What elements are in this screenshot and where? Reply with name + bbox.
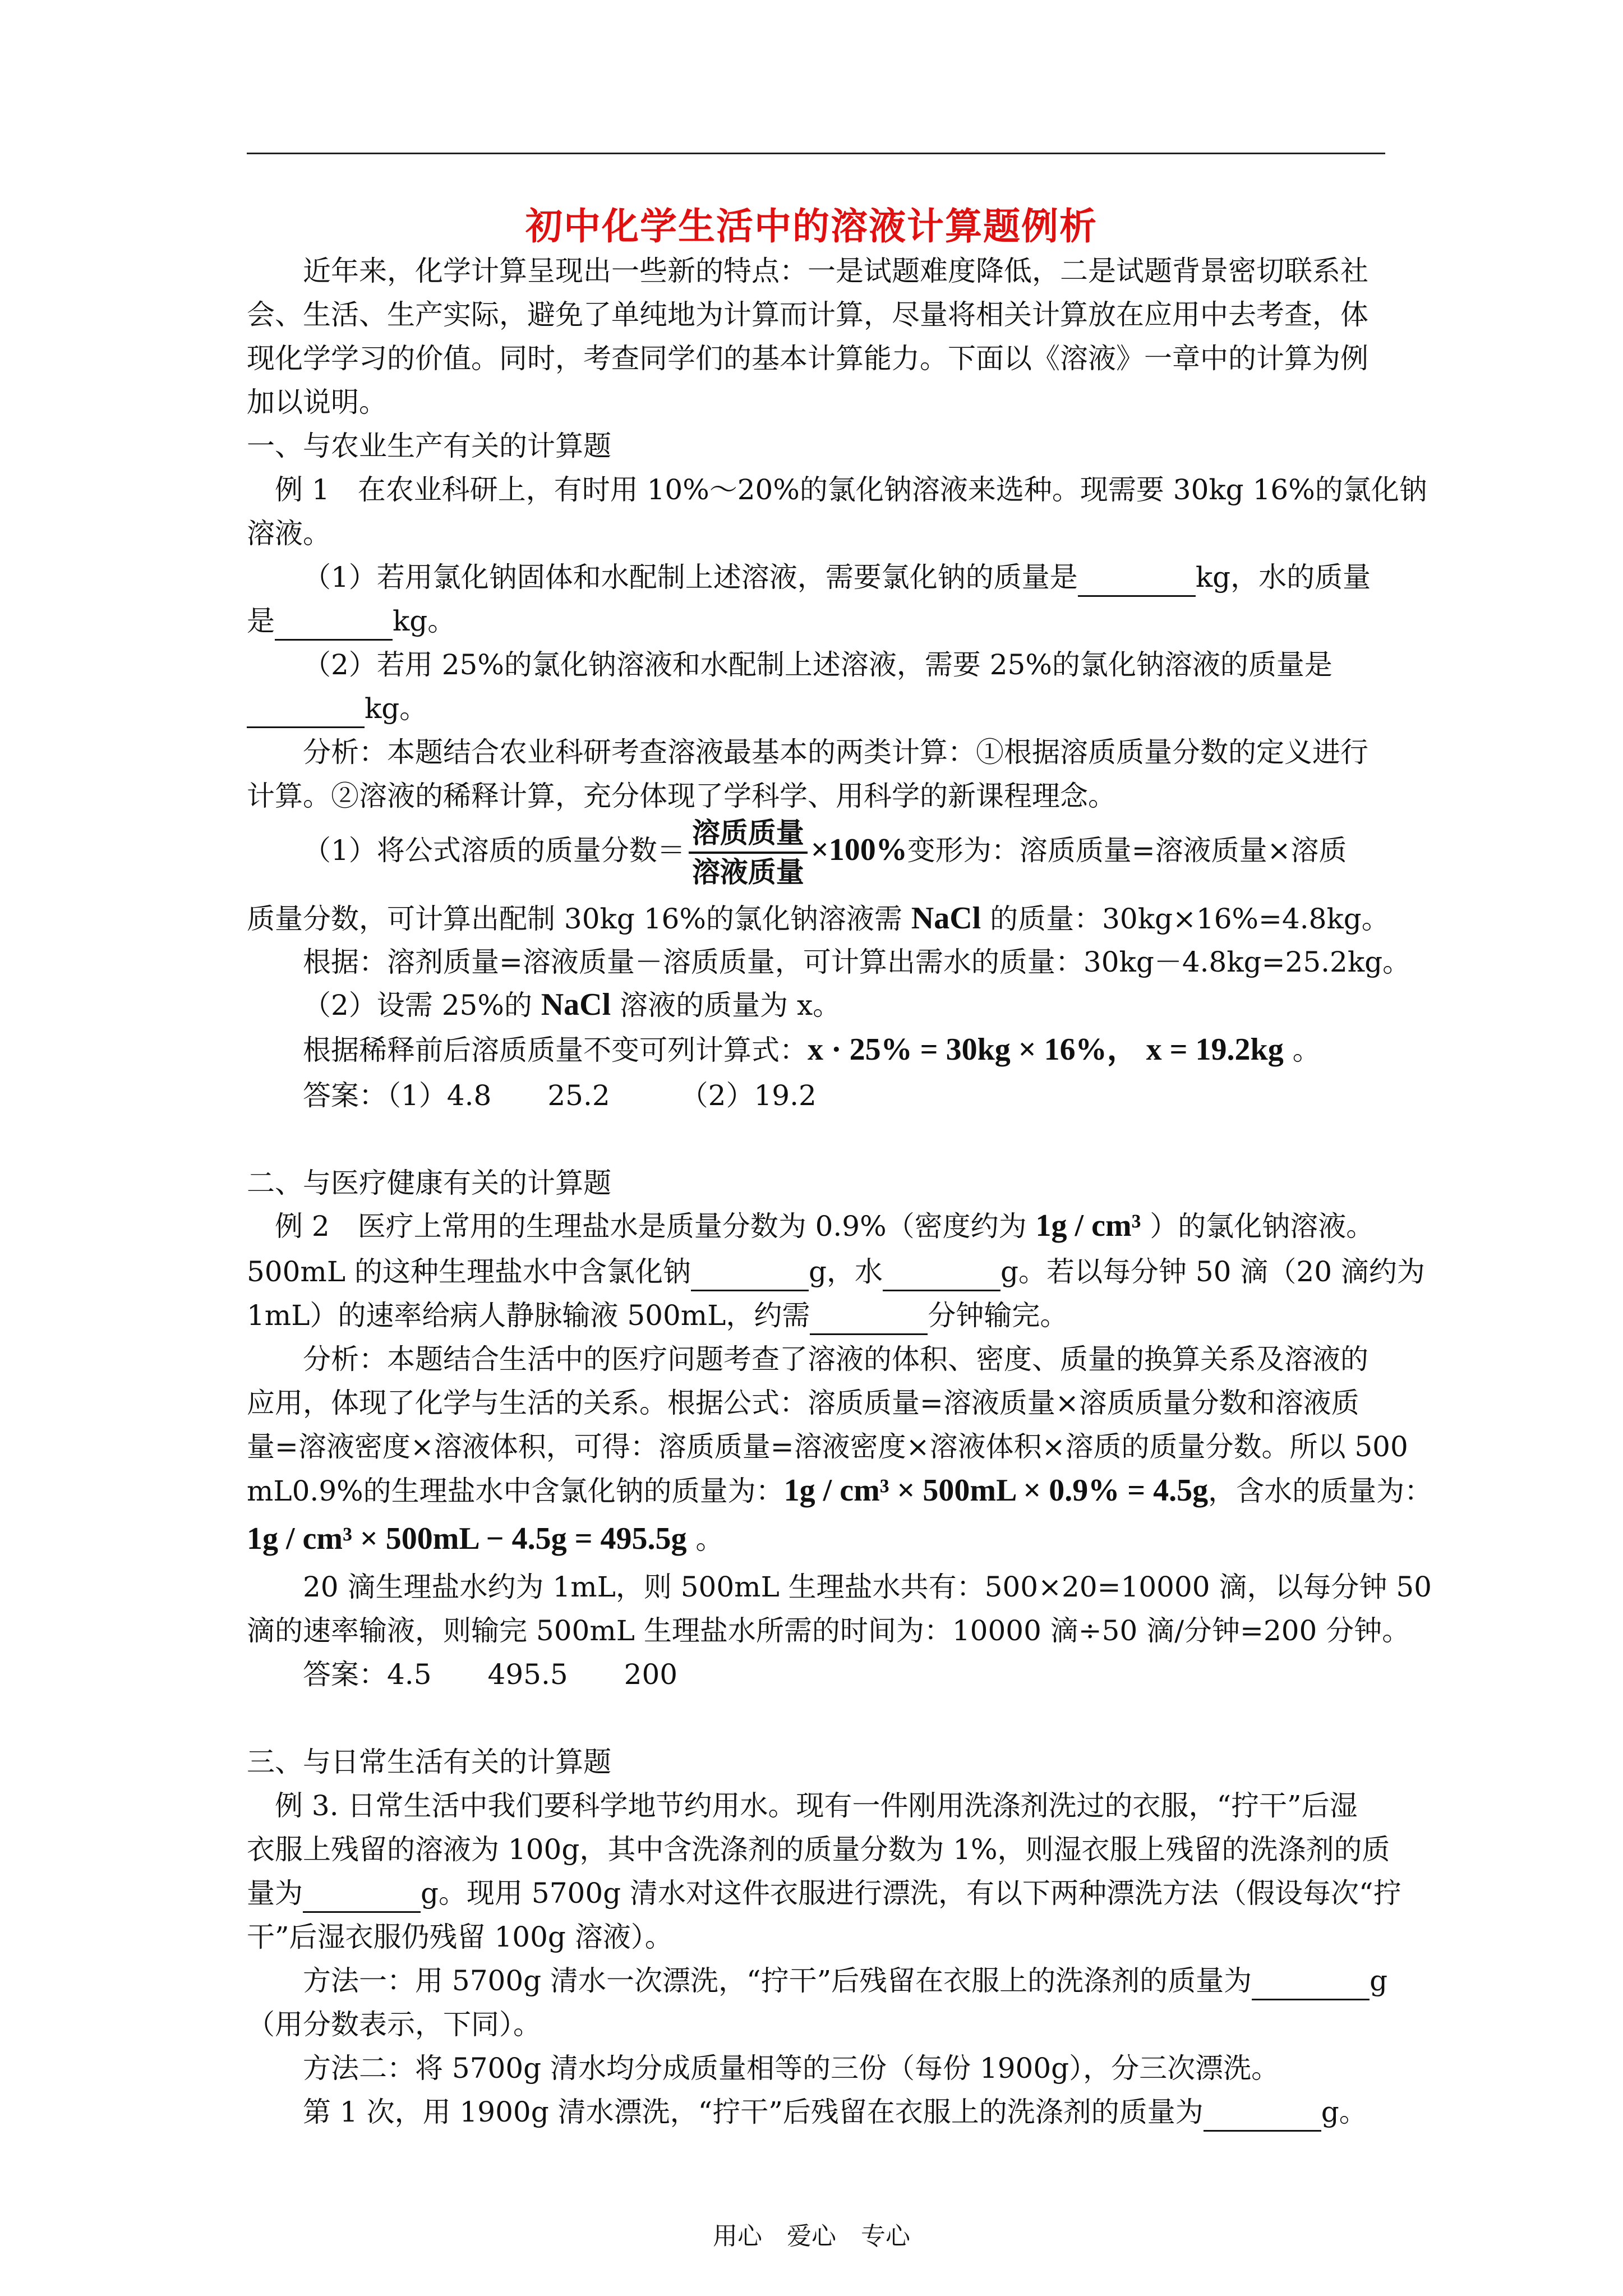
example-text: 500mL 的这种生理盐水中含氯化钠 <box>247 1255 691 1288</box>
analysis-text: 质量分数，可计算出配制 30kg 16%的氯化钠溶液需 <box>247 903 911 935</box>
question-text: kg，水的质量 <box>1195 561 1371 593</box>
example-text: 例 2 医疗上常用的生理盐水是质量分数为 0.9%（密度约为 <box>275 1210 1036 1243</box>
question-text: （1）若用氯化钠固体和水配制上述溶液，需要氯化钠的质量是 <box>303 561 1078 593</box>
analysis-text: 根据：溶剂质量=溶液质量－溶质质量，可计算出需水的质量：30kg－4.8kg=25.2kg。 <box>303 946 1411 978</box>
question-text: （2）若用 25%的氯化钠溶液和水配制上述溶液，需要 25%的氯化钠溶液的质量是 <box>303 648 1332 681</box>
analysis-text: 分析：本题结合生活中的医疗问题考查了溶液的体积、密度、质量的换算关系及溶液的 <box>303 1343 1368 1375</box>
question-line <box>247 689 1385 728</box>
answer-blank[interactable] <box>247 697 365 728</box>
formula-nacl: NaCl <box>541 987 611 1022</box>
answer-blank[interactable] <box>1204 2101 1321 2132</box>
formula-text: （1）将公式溶质的质量分数＝ <box>303 834 685 867</box>
math-equation: 1g / cm³ × 500mL − 4.5g = 495.5g <box>247 1521 687 1556</box>
question-line <box>247 601 1385 641</box>
formula-multiplier: ×100% <box>810 832 907 867</box>
math-density: 1g / cm³ <box>1035 1208 1141 1243</box>
example-text: 1mL）的速率给病人静脉输液 500mL，约需 <box>247 1299 810 1332</box>
question-text: kg。 <box>365 692 428 725</box>
fraction <box>689 815 808 891</box>
analysis-text: 分析：本题结合农业科研考查溶液最基本的两类计算：①根据溶质质量分数的定义进行 <box>303 736 1368 769</box>
analysis-text: 溶液的质量为 x。 <box>611 989 841 1022</box>
analysis-text: 计算。②溶液的稀释计算，充分体现了学科学、用科学的新课程理念。 <box>247 780 1116 812</box>
method-text: 方法一：用 5700g 清水一次漂洗，“拧干”后残留在衣服上的洗涤剂的质量为 <box>303 1964 1252 1997</box>
answer-blank[interactable] <box>303 1882 421 1913</box>
formula-text: 变形为：溶质质量=溶液质量×溶质 <box>907 834 1347 867</box>
answer-blank[interactable] <box>275 610 393 641</box>
header-rule <box>247 153 1385 154</box>
answer-blank[interactable] <box>810 1304 928 1335</box>
method-text: 方法二：将 5700g 清水均分成质量相等的三份（每份 1900g），分三次漂洗。 <box>303 2052 1280 2085</box>
question-text: 是 <box>247 605 275 637</box>
answer-blank[interactable] <box>1078 566 1196 597</box>
formula-line <box>303 813 1385 898</box>
page-footer: 用心 爱心 专心 <box>713 2222 910 2251</box>
page-title: 初中化学生活中的溶液计算题例析 <box>525 204 1098 248</box>
analysis-text: 。 <box>1283 1034 1321 1066</box>
answer-text: 答案：（1）4.8 25.2 （2）19.2 <box>303 1079 817 1112</box>
analysis-line <box>247 1471 1433 1511</box>
intro-line: 会、生活、生产实际，避免了单纯地为计算而计算，尽量将相关计算放在应用中去考查，体 <box>247 298 1368 331</box>
example-text: ）的氯化钠溶液。 <box>1141 1210 1375 1243</box>
analysis-text: （2）设需 25%的 <box>303 989 541 1022</box>
analysis-text: 根据稀释前后溶质质量不变可列计算式： <box>303 1034 808 1066</box>
answer-blank[interactable] <box>1252 1970 1370 2000</box>
answer-blank[interactable] <box>691 1260 809 1291</box>
fraction-numerator: 溶质质量 <box>689 815 808 854</box>
example-line <box>247 1874 1401 1913</box>
example-text: 溶液。 <box>247 517 331 550</box>
analysis-line <box>247 899 1390 938</box>
analysis-line <box>303 985 1385 1025</box>
method-line <box>303 2092 1385 2132</box>
intro-line: 现化学学习的价值。同时，考查同学们的基本计算能力。下面以《溶液》一章中的计算为例 <box>247 342 1368 375</box>
method-text: g <box>1370 1964 1388 1997</box>
section-heading: 一、与农业生产有关的计算题 <box>247 430 611 462</box>
example-line <box>247 1296 1385 1335</box>
analysis-text: ，含水的质量为： <box>1208 1475 1433 1507</box>
analysis-line <box>247 1519 1385 1559</box>
analysis-text: 20 滴生理盐水约为 1mL，则 500mL 生理盐水共有：500×20=10000 滴，以每分钟 50 <box>303 1571 1432 1603</box>
method-text: （用分数表示，下同）。 <box>247 2008 541 2041</box>
answer-text: 答案：4.5 495.5 200 <box>303 1658 678 1691</box>
example-text: 例 1 在农业科研上，有时用 10%～20%的氯化钠溶液来选种。现需要 30kg 16%的氯化钠 <box>275 473 1427 506</box>
question-text: kg。 <box>393 605 456 637</box>
fraction-denominator: 溶液质量 <box>691 856 804 889</box>
formula-nacl: NaCl <box>911 901 981 936</box>
question-line <box>303 558 1385 597</box>
example-text: 量为 <box>247 1877 303 1910</box>
intro-line: 加以说明。 <box>247 386 387 418</box>
analysis-text: 滴的速率输液，则输完 500mL 生理盐水所需的时间为：10000 滴÷50 滴/分钟=200 分钟。 <box>247 1614 1410 1647</box>
example-text: g。现用 5700g 清水对这件衣服进行漂洗，有以下两种漂洗方法（假设每次“拧 <box>421 1877 1401 1910</box>
section-heading: 三、与日常生活有关的计算题 <box>247 1746 611 1778</box>
method-line <box>303 1961 1388 2000</box>
section-heading: 二、与医疗健康有关的计算题 <box>247 1167 611 1199</box>
intro-line: 近年来，化学计算呈现出一些新的特点：一是试题难度降低，二是试题背景密切联系社 <box>303 255 1368 287</box>
analysis-line <box>303 1030 1385 1070</box>
method-text: g。 <box>1321 2096 1367 2128</box>
example-line <box>275 1206 1385 1246</box>
example-line <box>247 1252 1425 1291</box>
example-text: 干”后湿衣服仍残留 100g 溶液）。 <box>247 1921 673 1953</box>
example-text: g。若以每分钟 50 滴（20 滴约为 <box>1000 1255 1425 1288</box>
method-text: 第 1 次，用 1900g 清水漂洗，“拧干”后残留在衣服上的洗涤剂的质量为 <box>303 2096 1204 2128</box>
analysis-text: 。 <box>686 1523 724 1556</box>
answer-blank[interactable] <box>883 1260 1000 1291</box>
math-equation: 1g / cm³ × 500mL × 0.9% = 4.5g <box>783 1473 1209 1508</box>
analysis-text: 的质量：30kg×16%=4.8kg。 <box>981 903 1390 935</box>
example-text: 衣服上残留的溶液为 100g，其中含洗涤剂的质量分数为 1%，则湿衣服上残留的洗涤剂的质 <box>247 1833 1390 1866</box>
example-text: 例 3. 日常生活中我们要科学地节约用水。现有一件刚用洗涤剂洗过的衣服，“拧干”后湿 <box>275 1789 1358 1822</box>
analysis-text: mL0.9%的生理盐水中含氯化钠的质量为： <box>247 1475 784 1507</box>
example-text: 分钟输完。 <box>928 1299 1068 1332</box>
analysis-text: 量=溶液密度×溶液体积，可得：溶质质量=溶液密度×溶液体积×溶质的质量分数。所以 500 <box>247 1430 1408 1463</box>
analysis-text: 应用，体现了化学与生活的关系。根据公式：溶质质量=溶液质量×溶质质量分数和溶液质 <box>247 1387 1359 1419</box>
math-equation: x · 25% = 30kg × 16%， x = 19.2kg <box>808 1032 1284 1067</box>
example-text: g，水 <box>808 1255 883 1288</box>
